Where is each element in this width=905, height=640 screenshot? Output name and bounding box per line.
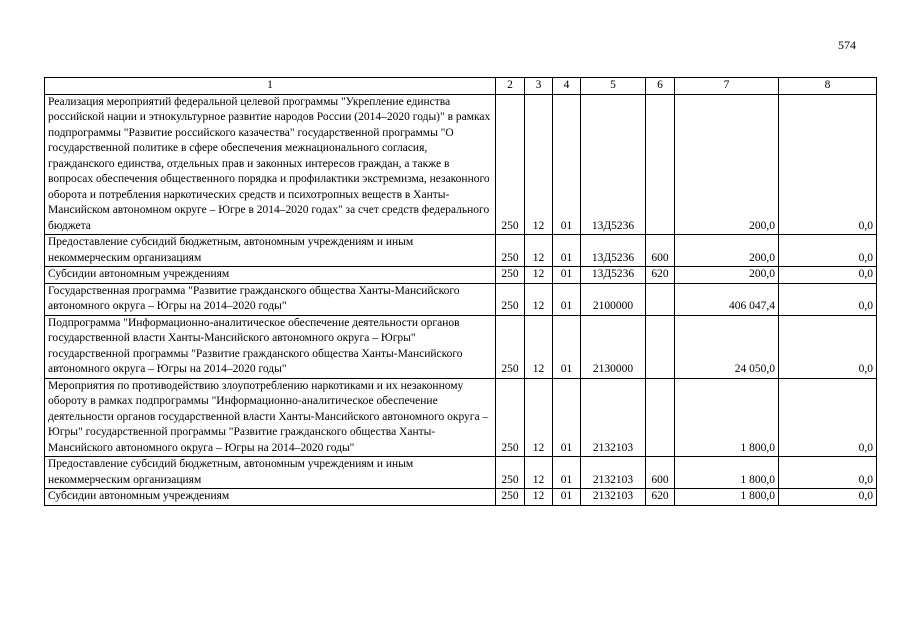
- page-number: 574: [838, 38, 856, 52]
- column-header: 7: [675, 78, 779, 95]
- code-cell: 13Д5236: [581, 94, 646, 235]
- code-cell: [646, 94, 675, 235]
- amount-cell: 200,0: [675, 94, 779, 235]
- row-name-cell: Подпрограмма "Информационно-аналитическое обеспечение деятельности органов государственной власти Ханты-Мансийского автономного округа – Югры" государственной программы "Развитие гражданского общества Ханты-Мансийского автономного округа – Югры на 2014–2020 годы": [45, 315, 496, 378]
- table-row: [45, 489, 877, 506]
- column-header: 5: [581, 78, 646, 95]
- amount-cell: 0,0: [779, 378, 877, 457]
- row-name-cell: Субсидии автономным учреждениям: [45, 267, 496, 284]
- row-name-cell: Предоставление субсидий бюджетным, автономным учреждениям и иным некоммерческим организациям: [45, 235, 496, 267]
- code-cell: [646, 378, 675, 457]
- table-row: [45, 378, 877, 457]
- code-cell: 13Д5236: [581, 267, 646, 284]
- table-row: [45, 267, 877, 284]
- amount-cell: 200,0: [675, 267, 779, 284]
- code-cell: 600: [646, 235, 675, 267]
- code-cell: 12: [525, 283, 553, 315]
- amount-cell: 0,0: [779, 267, 877, 284]
- amount-cell: 406 047,4: [675, 283, 779, 315]
- column-header: 4: [553, 78, 581, 95]
- code-cell: 12: [525, 235, 553, 267]
- amount-cell: 24 050,0: [675, 315, 779, 378]
- code-cell: 2130000: [581, 315, 646, 378]
- table-header-row: [45, 78, 877, 95]
- code-cell: 250: [496, 378, 525, 457]
- row-name-cell: Субсидии автономным учреждениям: [45, 489, 496, 506]
- amount-cell: 0,0: [779, 235, 877, 267]
- budget-table: [44, 77, 877, 506]
- row-name-cell: Государственная программа "Развитие гражданского общества Ханты-Мансийского автономного округа – Югры на 2014–2020 годы": [45, 283, 496, 315]
- table-row: [45, 235, 877, 267]
- code-cell: 250: [496, 235, 525, 267]
- amount-cell: 200,0: [675, 235, 779, 267]
- amount-cell: 0,0: [779, 457, 877, 489]
- row-name-cell: Предоставление субсидий бюджетным, автономным учреждениям и иным некоммерческим организациям: [45, 457, 496, 489]
- code-cell: 250: [496, 315, 525, 378]
- code-cell: 01: [553, 235, 581, 267]
- code-cell: 12: [525, 489, 553, 506]
- code-cell: 12: [525, 94, 553, 235]
- code-cell: 620: [646, 267, 675, 284]
- code-cell: 2132103: [581, 489, 646, 506]
- code-cell: 12: [525, 267, 553, 284]
- code-cell: 13Д5236: [581, 235, 646, 267]
- code-cell: [646, 315, 675, 378]
- code-cell: 250: [496, 94, 525, 235]
- code-cell: 600: [646, 457, 675, 489]
- code-cell: 2132103: [581, 378, 646, 457]
- code-cell: 12: [525, 315, 553, 378]
- amount-cell: 0,0: [779, 489, 877, 506]
- column-header: 6: [646, 78, 675, 95]
- table-row: [45, 94, 877, 235]
- amount-cell: 1 800,0: [675, 489, 779, 506]
- column-header: 3: [525, 78, 553, 95]
- amount-cell: 0,0: [779, 315, 877, 378]
- amount-cell: 0,0: [779, 94, 877, 235]
- table-row: [45, 315, 877, 378]
- amount-cell: 0,0: [779, 283, 877, 315]
- code-cell: [646, 283, 675, 315]
- code-cell: 2132103: [581, 457, 646, 489]
- table-row: [45, 283, 877, 315]
- code-cell: 250: [496, 283, 525, 315]
- code-cell: 01: [553, 489, 581, 506]
- code-cell: 01: [553, 378, 581, 457]
- code-cell: 250: [496, 267, 525, 284]
- code-cell: 01: [553, 94, 581, 235]
- row-name-cell: Реализация мероприятий федеральной целевой программы "Укрепление единства российской нации и этнокультурное развитие народов России (2014–2020 годы)" в рамках подпрограммы "Развитие российского казачества" государственной программы "О государственной политике в сфере обеспечения межнационального согласия, гражданского единства, отдельных прав и законных интересов граждан, а также в вопросах обеспечения общественного порядка и профилактики экстремизма, незаконного оборота и потребления наркотических средств и психотропных веществ в Ханты-Мансийском автономном округе – Югре в 2014–2020 годах" за счет средств федерального бюджета: [45, 94, 496, 235]
- amount-cell: 1 800,0: [675, 457, 779, 489]
- code-cell: 12: [525, 378, 553, 457]
- code-cell: 620: [646, 489, 675, 506]
- code-cell: 01: [553, 267, 581, 284]
- code-cell: 12: [525, 457, 553, 489]
- table-row: [45, 457, 877, 489]
- code-cell: 01: [553, 283, 581, 315]
- column-header: 1: [45, 78, 496, 95]
- code-cell: 01: [553, 315, 581, 378]
- amount-cell: 1 800,0: [675, 378, 779, 457]
- column-header: 2: [496, 78, 525, 95]
- column-header: 8: [779, 78, 877, 95]
- code-cell: 01: [553, 457, 581, 489]
- row-name-cell: Мероприятия по противодействию злоупотреблению наркотиками и их незаконному обороту в рамках подпрограммы "Информационно-аналитическое обеспечение деятельности органов государственной власти Ханты-Мансийского автономного округа – Югры" государственной программы "Развитие гражданского общества Ханты-Мансийского автономного округа – Югры на 2014–2020 годы": [45, 378, 496, 457]
- code-cell: 250: [496, 489, 525, 506]
- code-cell: 2100000: [581, 283, 646, 315]
- code-cell: 250: [496, 457, 525, 489]
